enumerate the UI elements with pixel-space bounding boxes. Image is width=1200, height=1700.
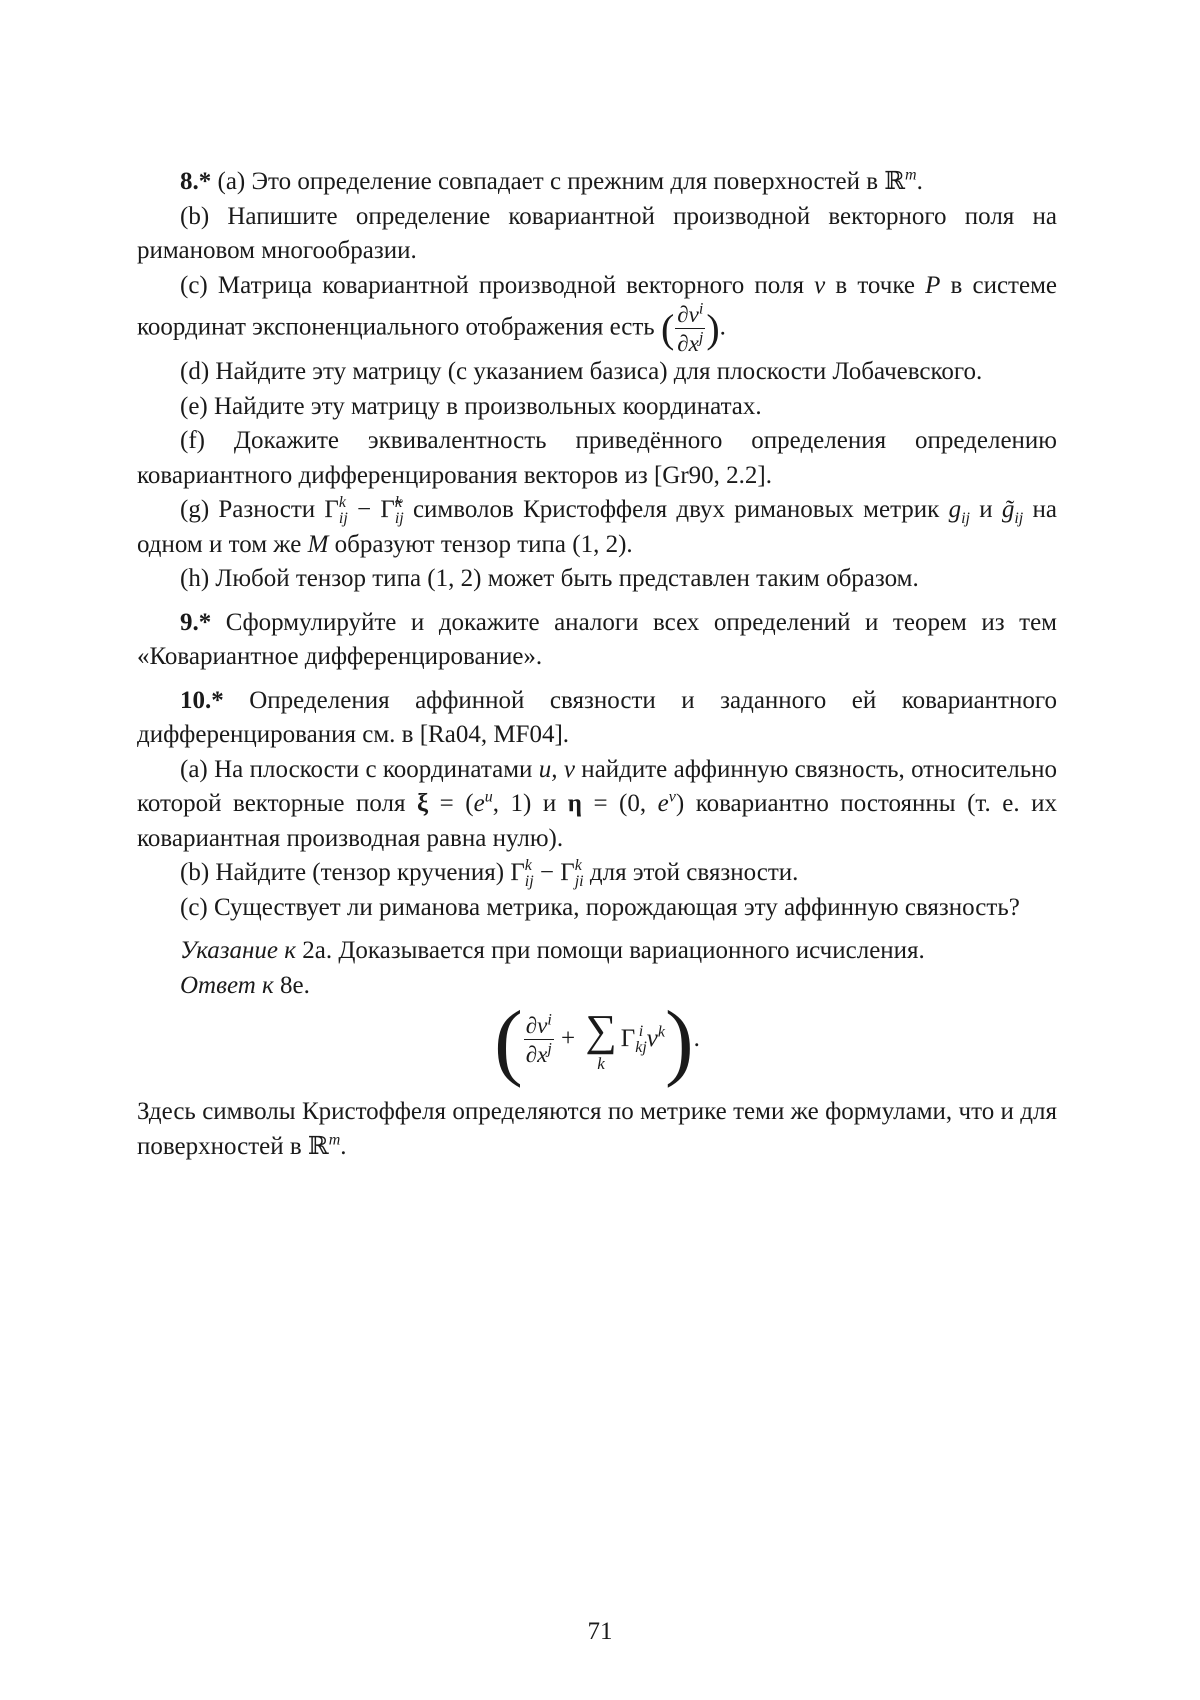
- page-body: [137, 165, 1057, 1164]
- problem-10c: (c) Существует ли риманова метрика, порождающая эту аффинную связность?: [180, 893, 1020, 921]
- fraction-dvi-dxj-2: $\frac{\partial v^i}{\partial x^j}$: [525, 1011, 552, 1068]
- fraction-dvi-dxj: $\frac{\partial v^i}{\partial x^j}$: [677, 300, 704, 356]
- problem-8b: (b) Напишите определение ковариантной производной векторного поля на римановом многообразии.: [137, 202, 1057, 264]
- sum-symbol: ∑ k: [585, 1005, 617, 1073]
- problem-8a: 8.* (a) Это определение совпадает с прежним для поверхностей в ℝ$^m$.: [180, 166, 923, 195]
- problem-10: 10.* Определения аффинной связности и заданного ей ковариантного дифференцирования см. в [Ra04, MF04].: [137, 686, 1057, 748]
- answer-8e: Ответ к 8e.: [180, 971, 310, 999]
- page-number: 71: [587, 1618, 613, 1645]
- problem-10a: (a) На плоскости с координатами u, v найдите аффинную связность, относительно которой векторные поля $\xi = (e^u$, 1) и η = (0, $e^v$) ковариантно постоянны (т. е. их ковариантная производная равна нулю).: [137, 755, 1057, 852]
- closing-paragraph: Здесь символы Кристоффеля определяются по метрике теми же формулами, что и для поверхностей в ℝ$^m$.: [137, 1098, 1057, 1160]
- problem-8d: (d) Найдите эту матрицу (с указанием базиса) для плоскости Лобачевского.: [180, 358, 983, 385]
- problem-8e: (e) Найдите эту матрицу в произвольных координатах.: [180, 392, 762, 420]
- answer-formula: ( $\frac{\partial v^i}{\partial x^j}$ + ∑ k Γ i kj $v^k$).: [494, 992, 700, 1089]
- problem-8h: (h) Любой тензор типа (1, 2) может быть представлен таким образом.: [180, 565, 919, 592]
- problem-8f: (f) Докажите эквивалентность приведённого определения определению ковариантного дифференцирования векторов из [Gr90, 2.2].: [137, 427, 1057, 489]
- problem-10b: (b) Найдите (тензор кручения) Γ k ij − Γ k ji для этой связности.: [180, 857, 799, 891]
- problem-8c: (c) Матрица ковариантной производной векторного поля v в точке P в системе координат экспоненциального отображения есть ( $\frac{\partial v^i}{\partial x^j}$ ).: [137, 271, 1057, 356]
- problem-8g: (g) Разности Γ k ij − Γ̃ k ij символов Кристоффеля двух римановых метрик $g_{ij}$ и $g̃_{ij}$ на одном и том же M образуют тензор типа (1, 2).: [137, 494, 1057, 558]
- hint-2a: Указание к 2a. Доказывается при помощи вариационного исчисления.: [180, 937, 925, 964]
- problem-9: 9.* Сформулируйте и докажите аналоги всех определений и теорем из тем «Ковариантное дифференцирование».: [137, 608, 1057, 670]
